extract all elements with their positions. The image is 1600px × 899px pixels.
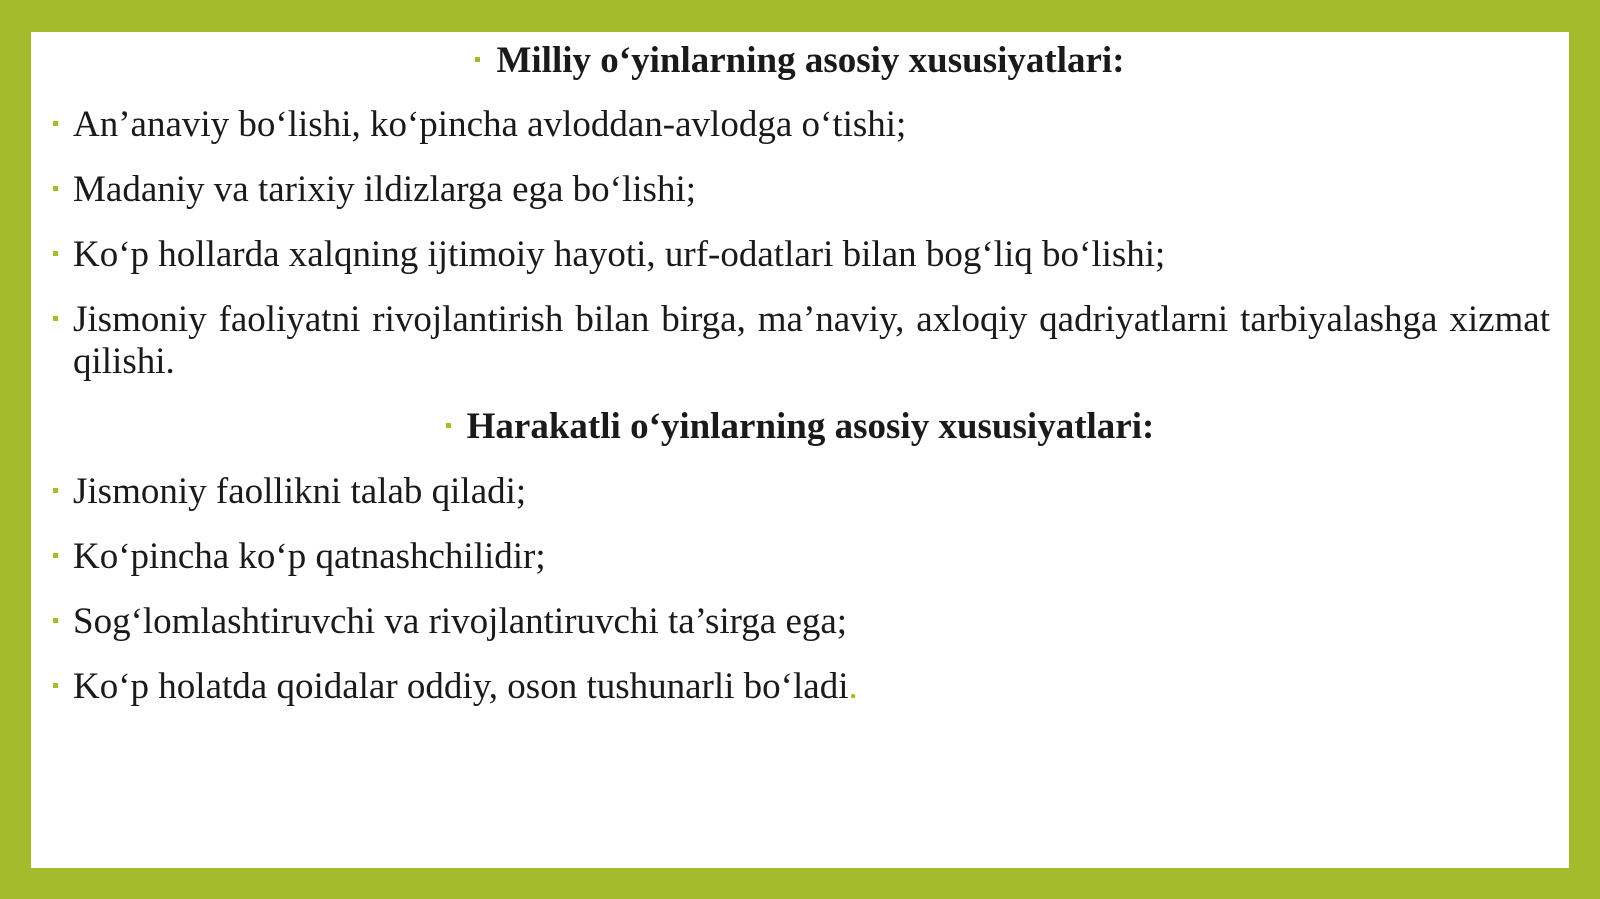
heading-text: Milliy o‘yinlarning asosiy xususiyatlari:	[496, 40, 1125, 81]
bullet-icon	[53, 186, 58, 191]
bullet-icon	[475, 57, 480, 62]
bullet-icon	[53, 683, 58, 688]
bullet-icon	[53, 316, 58, 321]
heading-text: Harakatli o‘yinlarning asosiy xususiyatlari:	[466, 406, 1155, 447]
list-item-text: An’anaviy bo‘lishi, ko‘pincha avloddan-avlodga o‘tishi;	[73, 104, 907, 145]
bullet-icon	[53, 251, 58, 256]
bullet-icon	[53, 618, 58, 623]
list-item-text: Jismoniy faoliyatni rivojlantirish bilan birga, ma’naviy, axloqiy qadriyatlarni tarbiyalashga xizmat qilishi.	[73, 299, 1550, 382]
bullet-icon	[53, 488, 58, 493]
list-item-text: Jismoniy faollikni talab qiladi;	[73, 471, 527, 512]
trailing-period: .	[848, 666, 858, 707]
list-item-text-wrapper	[73, 666, 1550, 708]
heading-harakatli	[31, 406, 1569, 448]
list-item-text: Ko‘p hollarda xalqning ijtimoiy hayoti, urf-odatlari bilan bog‘liq bo‘lishi;	[73, 234, 1166, 275]
bullet-icon	[53, 121, 58, 126]
slide-content-area	[31, 32, 1569, 868]
bullet-icon	[53, 553, 58, 558]
heading-milliy	[31, 40, 1569, 82]
bullet-icon	[446, 423, 451, 428]
list-item-text: Ko‘pincha ko‘p qatnashchilidir;	[73, 536, 546, 577]
list-item-text: Sog‘lomlashtiruvchi va rivojlantiruvchi ta’sirga ega;	[73, 601, 848, 642]
list-item-text: Ko‘p holatda qoidalar oddiy, oson tushunarli bo‘ladi	[73, 666, 849, 707]
list-item-text: Madaniy va tarixiy ildizlarga ega bo‘lishi;	[73, 169, 697, 210]
